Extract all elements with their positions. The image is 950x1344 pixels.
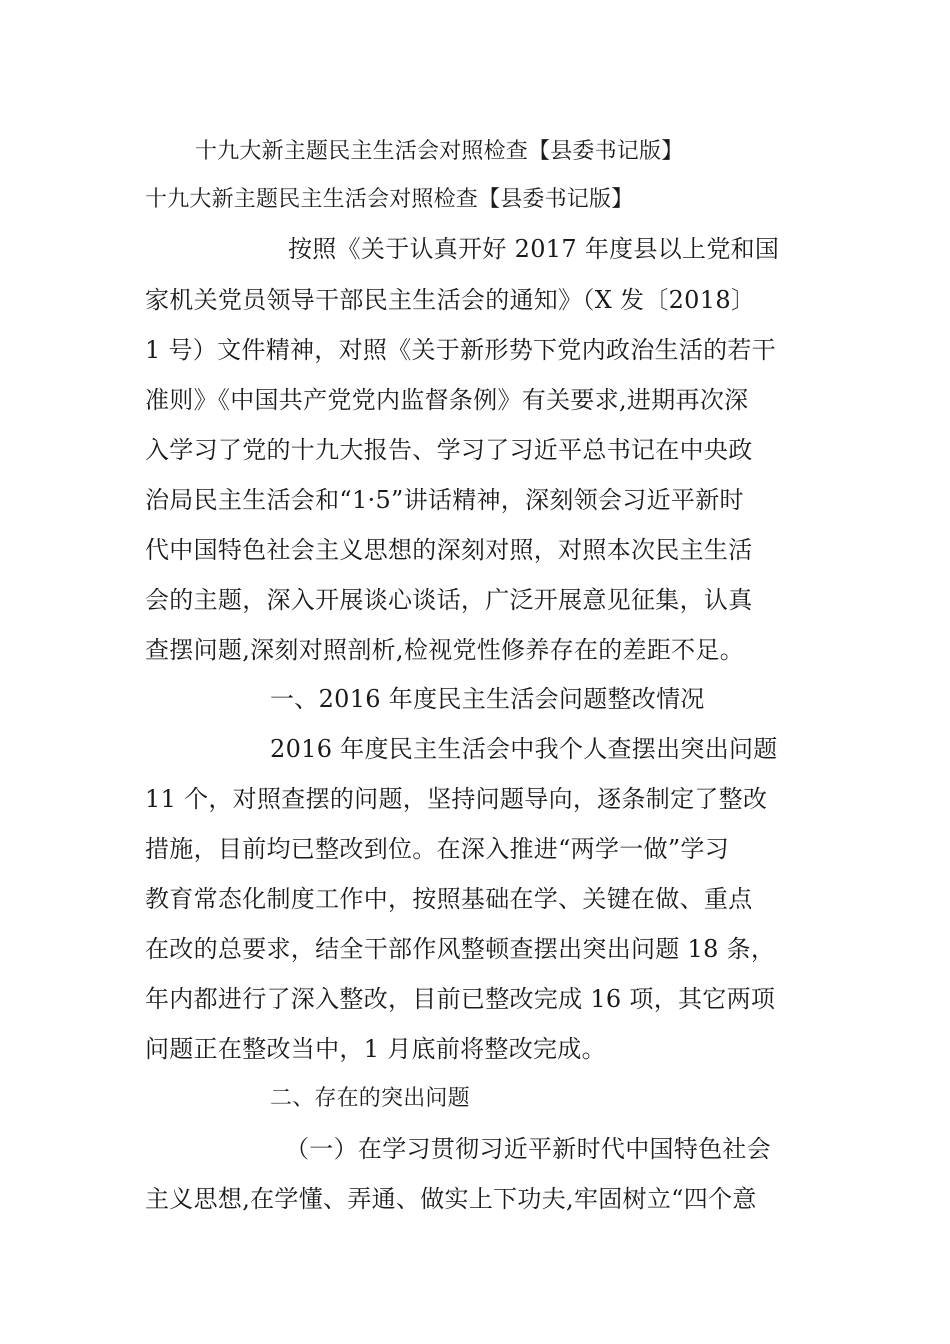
document-title-centered: 十九大新主题民主生活会对照检查【县委书记版】 [195, 139, 684, 164]
paragraph-line: 11 个，对照查摆的问题，坚持问题导向，逐条制定了整改 [145, 785, 768, 813]
paragraph-line: 按照《关于认真开好 2017 年度县以上党和国 [288, 235, 780, 263]
paragraph-line: 家机关党员领导干部民主生活会的通知》（X 发〔2018〕 [145, 286, 756, 314]
paragraph-line: 准则》《中国共产党党内监督条例》有关要求,进期再次深 [145, 386, 749, 414]
paragraph-line: 教育常态化制度工作中，按照基础在学、关键在做、重点 [145, 885, 753, 913]
paragraph-line: 年内都进行了深入整改，目前已整改完成 16 项，其它两项 [145, 985, 776, 1013]
paragraph-line: 查摆问题,深刻对照剖析,检视党性修养存在的差距不足。 [145, 636, 745, 664]
paragraph-line: 措施，目前均已整改到位。在深入推进“两学一做”学习 [145, 835, 730, 863]
paragraph-line: 治局民主生活会和“1·5”讲话精神，深刻领会习近平新时 [145, 486, 744, 514]
section-2-heading: 二、存在的突出问题 [270, 1086, 470, 1111]
paragraph-line: 会的主题，深入开展谈心谈话，广泛开展意见征集，认真 [145, 586, 753, 614]
section-1-heading: 一、2016 年度民主生活会问题整改情况 [270, 685, 705, 713]
paragraph-line: 2016 年度民主生活会中我个人查摆出突出问题 [270, 735, 778, 763]
paragraph-line: 代中国特色社会主义思想的深刻对照，对照本次民主生活 [145, 536, 753, 564]
paragraph-line: 主义思想,在学懂、弄通、做实上下功夫,牢固树立“四个意 [145, 1185, 757, 1213]
paragraph-line: 1 号）文件精神，对照《关于新形势下党内政治生活的若干 [145, 336, 776, 364]
document-title-repeat: 十九大新主题民主生活会对照检查【县委书记版】 [145, 187, 634, 212]
paragraph-line: 问题正在整改当中，1 月底前将整改完成。 [145, 1035, 606, 1063]
paragraph-line: 在改的总要求，结全干部作风整顿查摆出突出问题 18 条， [145, 935, 776, 963]
paragraph-line: （一）在学习贯彻习近平新时代中国特色社会 [285, 1135, 771, 1163]
paragraph-line: 入学习了党的十九大报告、学习了习近平总书记在中央政 [145, 436, 753, 464]
